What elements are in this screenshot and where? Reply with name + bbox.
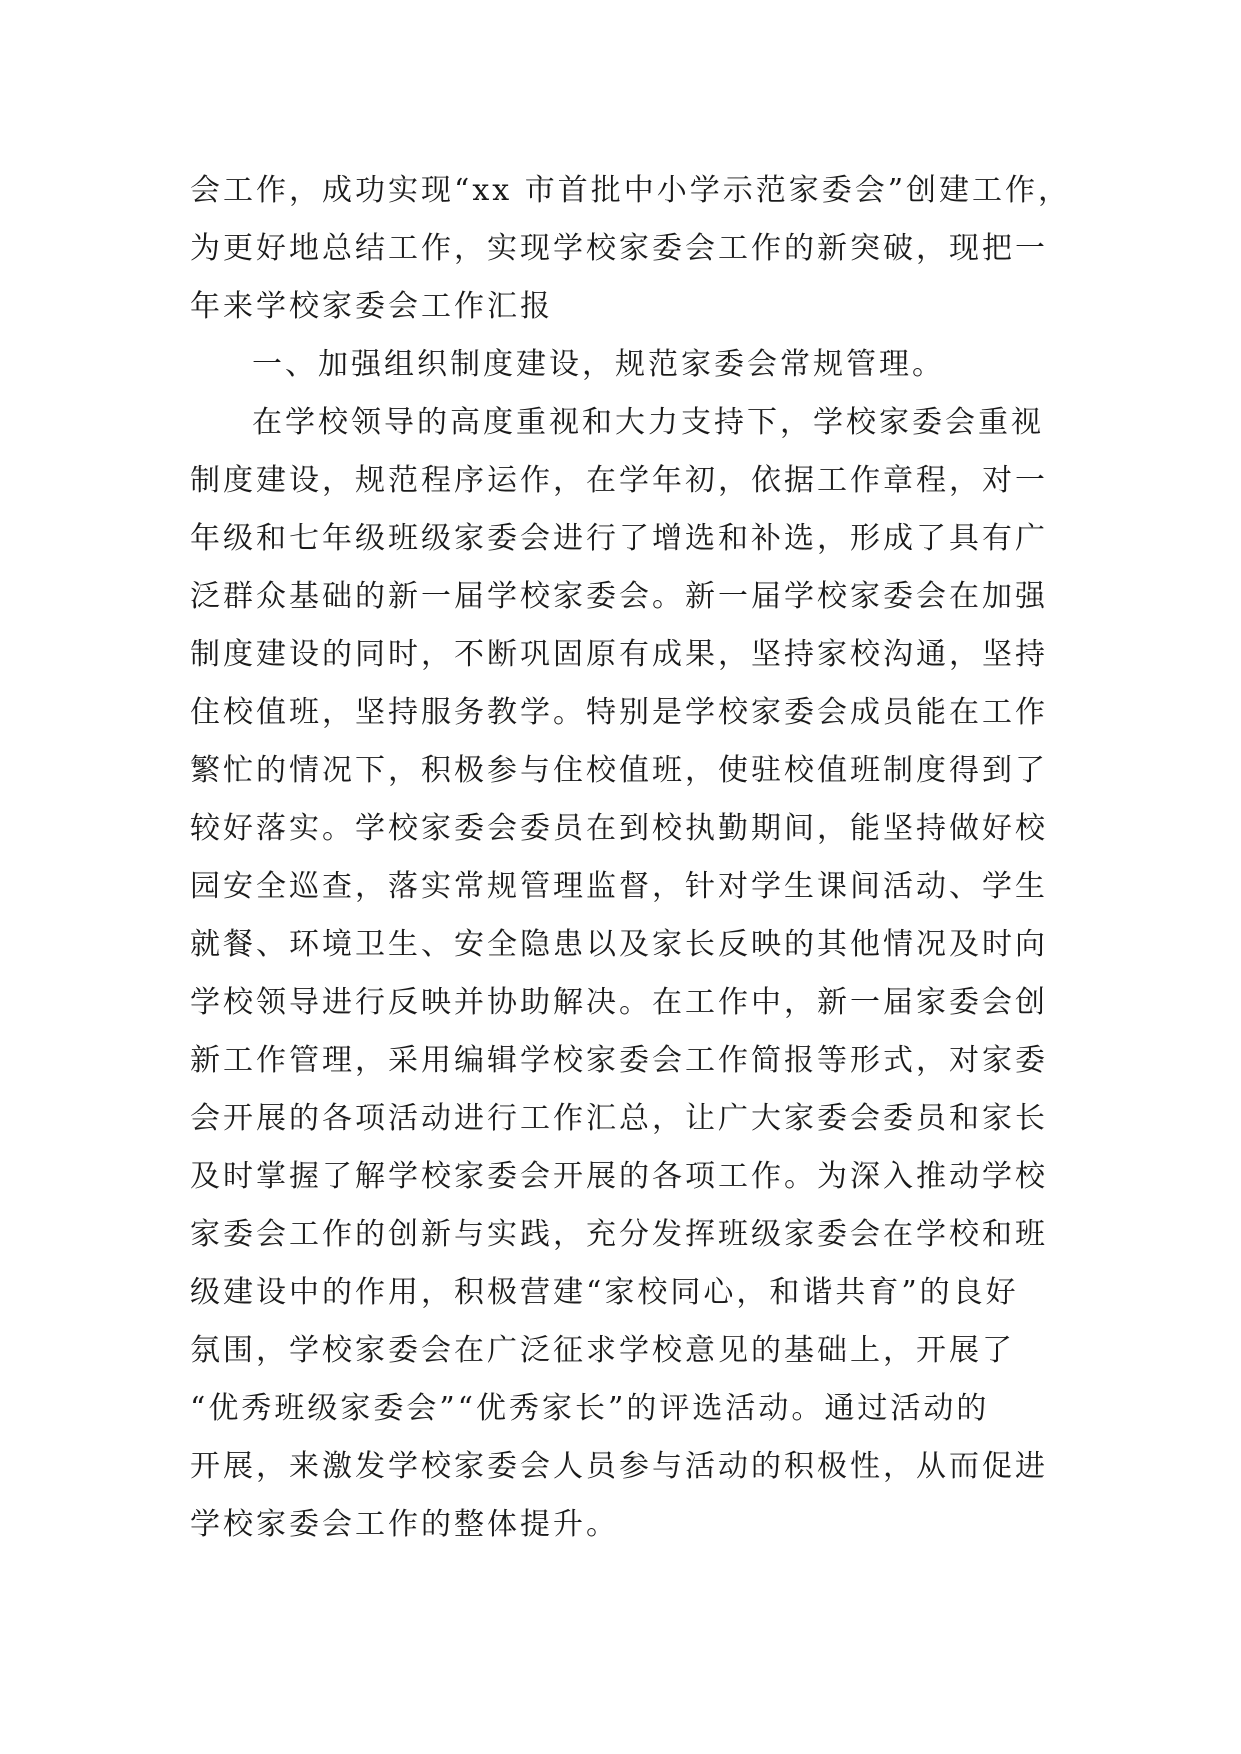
- text-line: 园安全巡查，落实常规管理监督，针对学生课间活动、学生: [190, 869, 1048, 904]
- text-line: 开展，来激发学校家委会人员参与活动的积极性，从而促进: [190, 1449, 1048, 1484]
- text-line: 新工作管理，采用编辑学校家委会工作简报等形式，对家委: [190, 1043, 1048, 1078]
- text-line: 在学校领导的高度重视和大力支持下，学校家委会重视: [252, 405, 1044, 440]
- text-line: “优秀班级家委会”“优秀家长”的评选活动。通过活动的: [190, 1391, 990, 1426]
- text-line: 年级和七年级班级家委会进行了增选和补选，形成了具有广: [190, 521, 1048, 556]
- text-line: 年来学校家委会工作汇报: [190, 289, 553, 324]
- text-line: 及时掌握了解学校家委会开展的各项工作。为深入推动学校: [190, 1159, 1048, 1194]
- section-heading: 一、加强组织制度建设，规范家委会常规管理。: [252, 347, 945, 382]
- text-line: 制度建设的同时，不断巩固原有成果，坚持家校沟通，坚持: [190, 637, 1048, 672]
- document-body: [190, 162, 1072, 1554]
- text-line: 氛围，学校家委会在广泛征求学校意见的基础上，开展了: [190, 1333, 1015, 1368]
- text-line: 住校值班，坚持服务教学。特别是学校家委会成员能在工作: [190, 695, 1048, 730]
- text-line: 为更好地总结工作，实现学校家委会工作的新突破，现把一: [190, 231, 1048, 266]
- text-line: 会工作，成功实现“xx 市首批中小学示范家委会”创建工作，: [190, 173, 1072, 208]
- text-line: 学校家委会工作的整体提升。: [190, 1507, 619, 1542]
- text-line: 学校领导进行反映并协助解决。在工作中，新一届家委会创: [190, 985, 1048, 1020]
- text-line: 制度建设，规范程序运作，在学年初，依据工作章程，对一: [190, 463, 1048, 498]
- text-line: 家委会工作的创新与实践，充分发挥班级家委会在学校和班: [190, 1217, 1048, 1252]
- text-line: 就餐、环境卫生、安全隐患以及家长反映的其他情况及时向: [190, 927, 1048, 962]
- text-line: 级建设中的作用，积极营建“家校同心，和谐共育”的良好: [190, 1275, 1019, 1310]
- text-line: 会开展的各项活动进行工作汇总，让广大家委会委员和家长: [190, 1101, 1048, 1136]
- text-line: 较好落实。学校家委会委员在到校执勤期间，能坚持做好校: [190, 811, 1048, 846]
- text-line: 繁忙的情况下，积极参与住校值班，使驻校值班制度得到了: [190, 753, 1048, 788]
- text-line: 泛群众基础的新一届学校家委会。新一届学校家委会在加强: [190, 579, 1048, 614]
